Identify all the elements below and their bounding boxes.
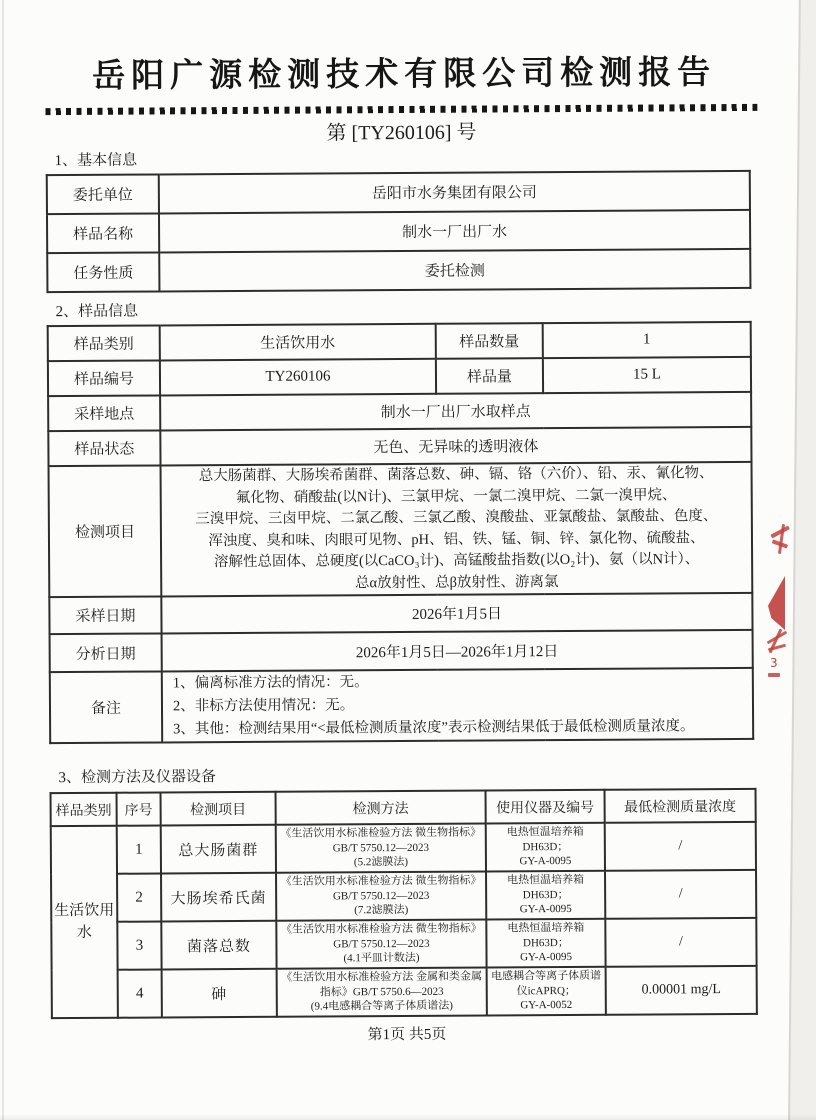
table-row xyxy=(47,249,750,292)
test-items-line: 氟化物、硝酸盐(以N计)、三氯甲烷、一氯二溴甲烷、二氯一溴甲烷、 xyxy=(235,486,677,506)
instrument-line: GY-A-0052 xyxy=(520,999,573,1012)
instrument-line: 电热恒温培养箱 xyxy=(507,873,585,887)
instrument-line: GY-A-0095 xyxy=(519,903,572,916)
field-label: 检测项目 xyxy=(49,465,162,597)
field-label: 样品编号 xyxy=(48,360,160,396)
method-line: (9.4电感耦合等离子体质谱法) xyxy=(310,1000,453,1013)
field-value: 2026年1月5日—2026年1月12日 xyxy=(162,630,753,672)
instrument-line: 电热恒温培养箱 xyxy=(507,921,585,935)
table-row xyxy=(47,210,750,253)
instrument-line: DH63D； xyxy=(522,840,569,853)
column-header: 检测方法 xyxy=(276,790,486,824)
page-content xyxy=(45,50,763,1047)
table-row xyxy=(49,462,753,597)
method-line: GB/T 5750.12—2023 xyxy=(332,841,430,855)
table-row xyxy=(51,870,756,922)
instrument-line: 仪icAPRQ； xyxy=(516,984,576,997)
field-label: 分析日期 xyxy=(50,633,162,672)
method-line: 《生活饮用水标准检验方法 微生物指标》 xyxy=(280,826,482,840)
method-cell xyxy=(276,823,486,872)
field-value: 岳阳市水务集团有限公司 xyxy=(159,171,750,214)
instrument-line: DH63D； xyxy=(522,936,569,949)
sample-info-table xyxy=(47,321,755,744)
test-item: 总大肠菌群 xyxy=(161,825,276,874)
instrument-line: 电感耦合等离子体质谱 xyxy=(491,969,602,983)
row-number: 3 xyxy=(117,921,161,969)
row-number: 2 xyxy=(117,873,161,921)
field-value: 生活饮用水 xyxy=(160,324,436,361)
report-title: 岳阳广源检测技术有限公司检测报告 xyxy=(92,52,717,95)
table-row xyxy=(50,630,753,672)
method-line: 《生活饮用水标准检验方法 微生物指标》 xyxy=(280,874,482,888)
column-header: 序号 xyxy=(117,792,161,825)
table-row xyxy=(49,593,752,634)
table-row xyxy=(48,392,751,431)
field-label: 样品数量 xyxy=(436,323,543,359)
test-item: 砷 xyxy=(162,969,277,1018)
row-number: 1 xyxy=(117,825,161,873)
test-items-line: 总α放射性、总β放射性、游离氯 xyxy=(354,573,559,591)
test-items-line: 溶解性总固体、总硬度(以CaCO₃计)、高锰酸盐指数(以O₂计)、氨（以N计）、 xyxy=(213,551,700,571)
field-label: 样品状态 xyxy=(48,430,160,466)
column-header: 检测项目 xyxy=(161,792,276,826)
column-header: 使用仪器及编号 xyxy=(486,790,605,824)
table-row xyxy=(48,427,751,466)
method-line: (7.2滤膜法) xyxy=(354,904,409,917)
field-value: TY260106 xyxy=(160,359,436,396)
method-line: 指标》GB/T 5750.6—2023 xyxy=(319,985,444,999)
seal-stroke xyxy=(778,524,785,554)
column-header: 样品类别 xyxy=(51,793,117,826)
table-row xyxy=(51,918,756,970)
method-line: 《生活饮用水标准检验方法 金属和类金属 xyxy=(281,970,483,984)
test-items-line: 三溴甲烷、三卤甲烷、二氯乙酸、三氯乙酸、溴酸盐、亚氯酸盐、氯酸盐、色度、 xyxy=(195,508,718,528)
field-label: 备注 xyxy=(50,671,162,743)
instrument-line: GY-A-0095 xyxy=(520,951,573,964)
table-row xyxy=(48,322,751,361)
test-items-line: 浑浊度、臭和味、肉眼可见物、pH、铝、铁、锰、铜、锌、氯化物、硫酸盐、 xyxy=(208,529,705,549)
field-value: 委托检测 xyxy=(159,249,750,292)
section-heading-basic-info: 1、基本信息 xyxy=(54,152,138,170)
instrument-cell xyxy=(486,919,605,968)
field-value: 无色、无异味的透明液体 xyxy=(160,427,751,466)
field-value: 1 xyxy=(543,322,751,358)
sample-category-cell: 生活饮用水 xyxy=(51,826,118,1018)
detection-limit: / xyxy=(605,822,756,871)
remark-line: 1、偏离标准方法的情况：无。 xyxy=(172,674,369,692)
methods-table xyxy=(50,788,758,1019)
method-line: 《生活饮用水标准检验方法 微生物指标》 xyxy=(280,922,482,936)
detection-limit: / xyxy=(605,918,756,967)
method-cell xyxy=(277,967,487,1016)
table-row xyxy=(52,966,757,1018)
row-number: 4 xyxy=(118,969,162,1017)
column-header: 最低检测质量浓度 xyxy=(605,789,756,823)
instrument-cell xyxy=(486,871,605,920)
section-heading-sample-info: 2、样品信息 xyxy=(55,303,139,321)
field-value: 制水一厂出厂水 xyxy=(159,210,750,253)
method-line: GB/T 5750.12—2023 xyxy=(332,889,430,903)
report-number: 第 [TY260106] 号 xyxy=(326,121,477,145)
method-cell xyxy=(276,919,486,968)
remark-line: 2、非标方法使用情况：无。 xyxy=(172,697,355,715)
field-value: 2026年1月5日 xyxy=(161,593,752,634)
instrument-cell xyxy=(487,967,606,1016)
remark-line: 3、其他：检测结果用“<最低检测质量浓度”表示检测结果低于最低检测质量浓度。 xyxy=(173,718,695,738)
paper-bottom-shadow xyxy=(0,1114,816,1120)
section-heading-methods: 3、检测方法及仪器设备 xyxy=(58,769,216,787)
field-label: 任务性质 xyxy=(47,252,159,292)
field-value: 15 L xyxy=(543,357,751,393)
basic-info-table xyxy=(46,170,752,293)
field-label: 委托单位 xyxy=(47,174,159,214)
paper-left-edge xyxy=(2,0,4,1120)
table-header-row xyxy=(51,789,756,826)
instrument-line: GY-A-0095 xyxy=(519,855,572,868)
test-items-line: 总大肠菌群、大肠埃希菌群、菌落总数、砷、镉、铬（六价）、铅、汞、氰化物、 xyxy=(198,465,714,485)
seal-stroke xyxy=(768,673,780,677)
method-cell xyxy=(276,871,486,920)
detection-limit: 0.00001 mg/L xyxy=(606,966,757,1015)
red-seal-fragments xyxy=(754,516,794,688)
field-label: 采样日期 xyxy=(49,596,161,634)
method-line: (4.1平皿计数法) xyxy=(343,952,420,965)
table-row xyxy=(47,171,750,214)
table-row xyxy=(48,357,751,396)
seal-wedge xyxy=(768,576,785,630)
page-number-footer: 第1页 共5页 xyxy=(367,1026,447,1044)
table-row xyxy=(51,822,756,874)
field-label: 样品类别 xyxy=(48,325,160,361)
instrument-cell xyxy=(486,823,605,872)
seal-digit: 3 xyxy=(770,656,778,670)
test-item: 大肠埃希氏菌 xyxy=(161,873,276,922)
field-label: 样品量 xyxy=(436,358,543,394)
field-label: 采样地点 xyxy=(48,395,160,431)
field-label: 样品名称 xyxy=(47,213,159,253)
instrument-line: 电热恒温培养箱 xyxy=(506,825,584,839)
title-divider xyxy=(45,104,757,115)
test-items-cell xyxy=(161,462,753,597)
method-line: GB/T 5750.12—2023 xyxy=(333,937,430,951)
remark-cell xyxy=(162,668,753,743)
table-row xyxy=(50,668,753,743)
field-value: 制水一厂出厂水取样点 xyxy=(160,392,751,431)
detection-limit: / xyxy=(605,870,756,919)
instrument-line: DH63D； xyxy=(522,888,569,901)
test-item: 菌落总数 xyxy=(161,921,276,970)
method-line: (5.2滤膜法) xyxy=(353,856,409,869)
